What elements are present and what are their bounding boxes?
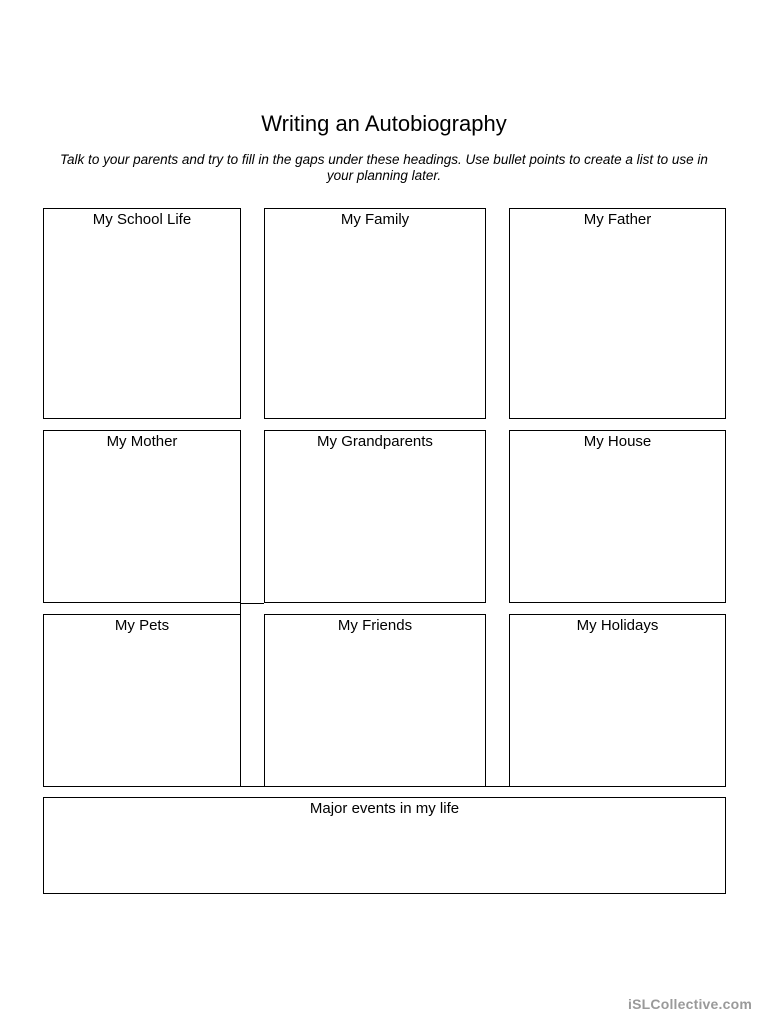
box-heading: Major events in my life [309,800,460,817]
box-heading: My House [583,433,652,450]
box-my-holidays [509,614,726,787]
instructions: Talk to your parents and try to fill in the gaps under these headings. Use bullet points to create a list to use in your planning later. [60,152,708,183]
box-my-grandparents [264,430,486,603]
box-heading: My Holidays [576,617,659,634]
box-heading: My School Life [92,211,192,228]
divider-line [486,786,509,787]
box-my-pets [43,614,241,787]
box-heading: My Mother [106,433,178,450]
box-major-events [43,797,726,894]
box-heading: My Family [340,211,410,228]
box-heading: My Grandparents [317,433,433,450]
divider-line [240,786,264,787]
box-my-father [509,208,726,419]
watermark-logo: iSLCollective.com [628,996,752,1012]
divider-line [240,603,241,614]
box-my-friends [264,614,486,787]
page-title: Writing an Autobiography [261,111,507,136]
box-heading: My Pets [114,617,170,634]
box-heading: My Friends [337,617,413,634]
box-my-family [264,208,486,419]
divider-line [240,603,264,604]
box-my-mother [43,430,241,603]
box-heading: My Father [583,211,652,228]
box-my-house [509,430,726,603]
box-my-school-life [43,208,241,419]
